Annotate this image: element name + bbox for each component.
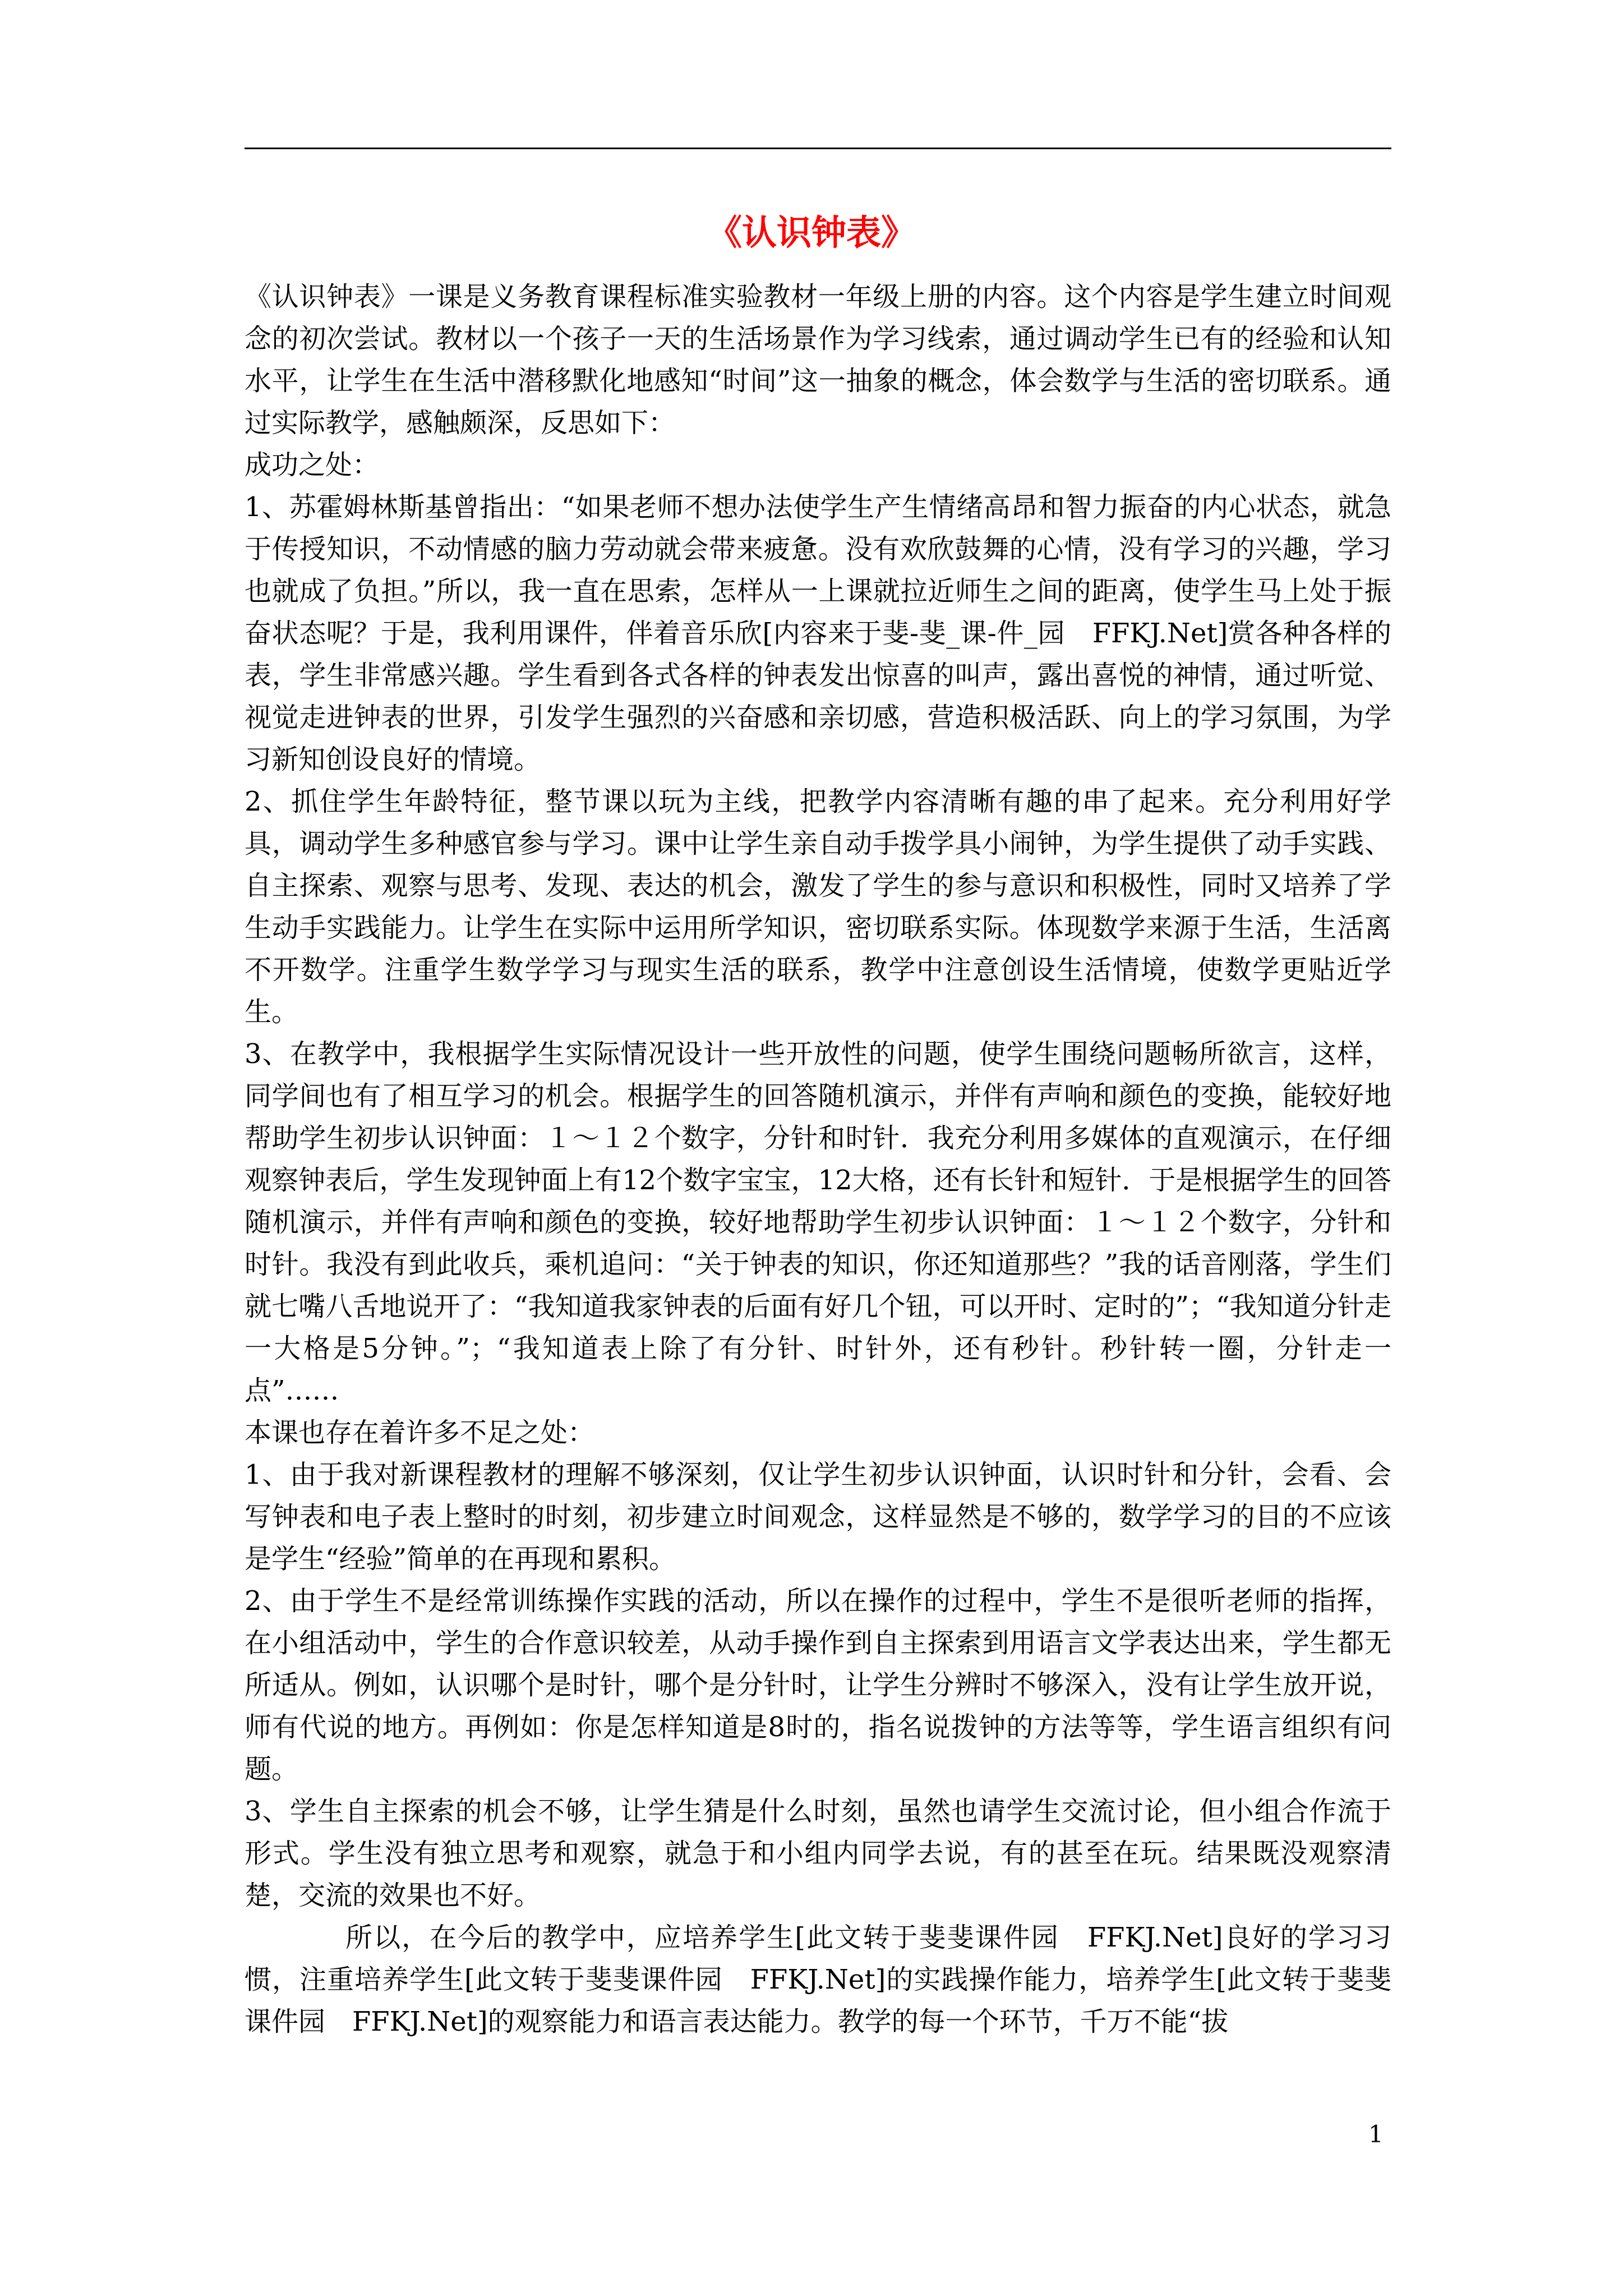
document-title: 《认识钟表》 <box>707 212 916 253</box>
paragraph-success-2: 2、抓住学生年龄特征，整节课以玩为主线，把教学内容清晰有趣的串了起来。充分利用好学具，调动学生多种感官参与学习。课中让学生亲自动手拨学具小闹钟，为学生提供了动手实践、自主探索、观察与思考、发现、表达的机会，激发了学生的参与意识和积极性，同时又培养了学生动手实践能力。让学生在实际中运用所学知识，密切联系实际。体现数学来源于生活，生活离不开数学。注重学生数学学习与现实生活的联系，教学中注意创设生活情境，使数学更贴近学生。 <box>245 786 1391 1028</box>
paragraph-shortcoming-1: 1、由于我对新课程教材的理解不够深刻，仅让学生初步认识钟面，认识时针和分针，会看、会写钟表和电子表上整时的时刻，初步建立时间观念，这样显然是不够的，数学学习的目的不应该是学生“经验”简单的在再现和累积。 <box>245 1459 1391 1575</box>
paragraph-conclusion: 所以，在今后的教学中，应培养学生[此文转于斐斐课件园 FFKJ.Net]良好的学习习惯，注重培养学生[此文转于斐斐课件园 FFKJ.Net]的实践操作能力，培养学生[此文转于斐斐课件园 FFKJ.Net]的观察能力和语言表达能力。教学的每一个环节，千万不能“拔 <box>245 1922 1391 2037</box>
paragraph-shortcoming-3: 3、学生自主探索的机会不够，让学生猜是什么时刻，虽然也请学生交流讨论，但小组合作流于形式。学生没有独立思考和观察，就急于和小组内同学去说，有的甚至在玩。结果既没观察清楚，交流的效果也不好。 <box>245 1796 1391 1911</box>
page-number: 1 <box>1368 2120 1384 2148</box>
paragraph-success-1: 1、苏霍姆林斯基曾指出：“如果老师不想办法使学生产生情绪高昂和智力振奋的内心状态，就急于传授知识，不动情感的脑力劳动就会带来疲惫。没有欢欣鼓舞的心情，没有学习的兴趣，学习也就成了负担。”所以，我一直在思索，怎样从一上课就拉近师生之间的距离，使学生马上处于振奋状态呢？于是，我利用课件，伴着音乐欣[内容来于斐-斐_课-件_园 FFKJ.Net]赏各种各样的表，学生非常感兴趣。学生看到各式各样的钟表发出惊喜的叫声，露出喜悦的神情，通过听觉、视觉走进钟表的世界，引发学生强烈的兴奋感和亲切感，营造积极活跃、向上的学习氛围，为学习新知创设良好的情境。 <box>245 491 1391 775</box>
paragraph-successes-heading: 成功之处： <box>245 449 380 481</box>
document-body <box>245 276 1391 2043</box>
paragraph-success-3: 3、在教学中，我根据学生实际情况设计一些开放性的问题，使学生围绕问题畅所欲言，这样，同学间也有了相互学习的机会。根据学生的回答随机演示，并伴有声响和颜色的变换，能较好地帮助学生初步认识钟面：１～１２个数字，分针和时针．我充分利用多媒体的直观演示，在仔细观察钟表后，学生发现钟面上有12个数字宝宝，12大格，还有长针和短针．于是根据学生的回答随机演示，并伴有声响和颜色的变换，较好地帮助学生初步认识钟面：１～１２个数字，分针和时针。我没有到此收兵，乘机追问：“关于钟表的知识，你还知道那些？”我的话音刚落，学生们就七嘴八舌地说开了：“我知道我家钟表的后面有好几个钮，可以开时、定时的”；“我知道分针走一大格是5分钟。”；“我知道表上除了有分针、时针外，还有秒针。秒针转一圈，分针走一点”…… <box>245 1038 1391 1406</box>
paragraph-shortcoming-2: 2、由于学生不是经常训练操作实践的活动，所以在操作的过程中，学生不是很听老师的指挥，在小组活动中，学生的合作意识较差，从动手操作到自主探索到用语言文学表达出来，学生都无所适从。例如，认识哪个是时针，哪个是分针时，让学生分辨时不够深入，没有让学生放开说，师有代说的地方。再例如：你是怎样知道是8时的，指名说拨钟的方法等等，学生语言组织有问题。 <box>245 1585 1391 1785</box>
paragraph-shortcomings-heading: 本课也存在着许多不足之处： <box>245 1417 595 1448</box>
paragraph-intro: 《认识钟表》一课是义务教育课程标准实验教材一年级上册的内容。这个内容是学生建立时间观念的初次尝试。教材以一个孩子一天的生活场景作为学习线索，通过调动学生已有的经验和认知水平，让学生在生活中潜移默化地感知“时间”这一抽象的概念，体会数学与生活的密切联系。通过实际教学，感触颇深，反思如下： <box>245 281 1391 439</box>
header-rule <box>245 148 1391 149</box>
